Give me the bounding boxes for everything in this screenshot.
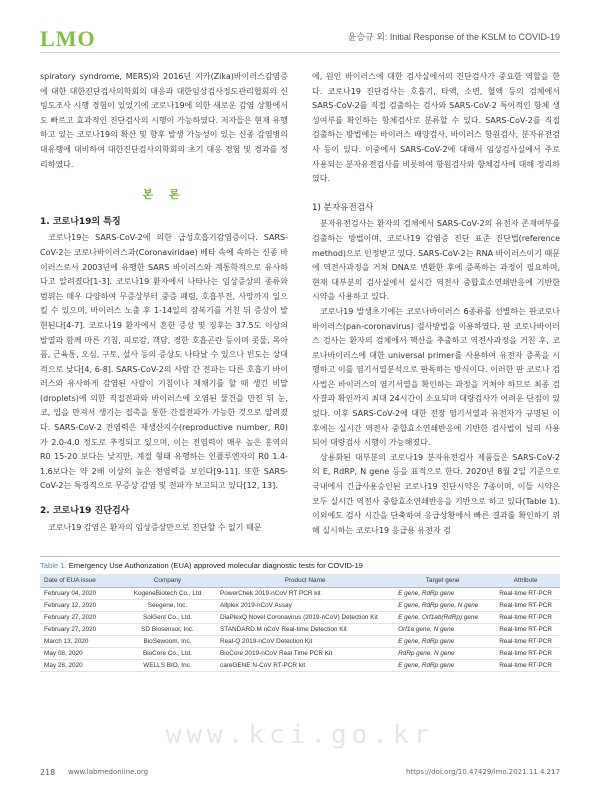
table-cell: careGENE N-CoV RT-PCR kit bbox=[216, 660, 394, 672]
column-header: Attribute bbox=[491, 574, 560, 588]
heading-molecular-testing: 1) 분자유전검사 bbox=[312, 202, 374, 213]
table-row bbox=[40, 624, 560, 636]
table-row bbox=[40, 660, 560, 672]
table-cell: Seegene, Inc. bbox=[119, 600, 216, 612]
paragraph-diagnostics-cont: 에, 원인 바이러스에 대한 검사실에서의 진단검사가 중요한 역할을 한다. 코로나19 진단검사는 호흡기, 타액, 소변, 혈액 등의 검체에서 SARS-CoV-2를 직접 검출하는 검사와 SARS-CoV-2 특이적인 항체 생성여부를 확인하는 항체검사로 분류할 수 있다. SARS-CoV-2를 직접 검출하는 방법에는 바이러스 배양검사, 바이러스 항원검사, 분자유전검사 등이 있다. 이중에서 SARS-CoV-2에 대해서 임상검사실에서 주로 사용되는 분자유전검사를 비롯하여 항원검사와 항체검사에 대해 정리하였다. bbox=[312, 72, 560, 184]
table-top-rule bbox=[40, 556, 560, 557]
table-cell: February 27, 2020 bbox=[40, 612, 119, 624]
paragraph-molecular-3: 상용화된 대부분의 코로나19 분자유전검사 제품들은 SARS-CoV-2의 E, RdRP, N gene 등을 표적으로 한다. 2020년 8월 2일 기준으로 국내에서 긴급사용승인된 코로나19 진단시약은 7종이며, 이들 시약은 모두 실시간 역전사 중합효소연쇄반응을 기반으로 하고 있다(Table 1). 이외에도 검사 시간을 단축하여 응급상황에서 빠른 결과를 확인하기 위해 실시하는 코로나19 응급용 유전자 검 bbox=[312, 452, 560, 535]
footer-doi[interactable]: https://doi.org/10.47429/lmo.2021.11.4.217 bbox=[406, 768, 560, 776]
column-header: Target gene bbox=[394, 574, 491, 588]
table-cell: Orf1a gene, N gene bbox=[394, 624, 491, 636]
table-cell: BioCore Co., Ltd. bbox=[119, 648, 216, 660]
right-column bbox=[312, 70, 560, 538]
paragraph-molecular-1: 분자유전검사는 환자의 검체에서 SARS-CoV-2의 유전자 존재여부를 검출하는 방법이며, 코로나19 감염증 진단 표준 진단법(reference method)으로 인정받고 있다. SARS-CoV-2는 RNA 바이러스이기 때문에 역전사과정을 거쳐 DNA로 변환한 후에 증폭하는 과정이 필요하며, 현재 대부분의 검사실에서 실시간 역전사 중합효소연쇄반응에 기반한 시약을 사용하고 있다. bbox=[312, 219, 560, 302]
table-cell: E gene, RdRp gene, N gene bbox=[394, 600, 491, 612]
table-cell: February 12, 2020 bbox=[40, 600, 119, 612]
section-title: 본 론 bbox=[142, 188, 186, 202]
table-cell: Allplex 2019-nCoV Assay bbox=[216, 600, 394, 612]
table-cell: Real-time RT-PCR bbox=[491, 600, 560, 612]
table-cell: Real-time RT-PCR bbox=[491, 612, 560, 624]
table-row bbox=[40, 600, 560, 612]
table-label: Table 1. bbox=[40, 561, 67, 570]
table-row bbox=[40, 588, 560, 600]
table-cell: E gene, RdRp gene bbox=[394, 660, 491, 672]
table-cell: WELLS BIO, Inc. bbox=[119, 660, 216, 672]
table-cell: Real-time RT-PCR bbox=[491, 648, 560, 660]
column-header: Product Name bbox=[216, 574, 394, 588]
journal-logo: LMO bbox=[40, 26, 96, 51]
table-header-row bbox=[40, 574, 560, 588]
table-cell: E gene, Orf1ab(RdRp) gene bbox=[394, 612, 491, 624]
table-cell: Real-time RT-PCR bbox=[491, 588, 560, 600]
table-row bbox=[40, 648, 560, 660]
table-cell: February 27, 2020 bbox=[40, 624, 119, 636]
heading-covid-features: 1. 코로나19의 특징 bbox=[40, 216, 121, 227]
table-caption-text: Emergency Use Authorization (EUA) approved molecular diagnostic tests for COVID-19 bbox=[68, 561, 363, 570]
paragraph-molecular-2: 코로나19 발생초기에는 코로나바이러스 6종류를 선별하는 판코로나바이러스(pan-coronavirus) 검사방법을 이용하였다. 판 코로나바이러스 검사는 환자의 검체에서 핵산을 추출하고 역전사과정을 거친 후, 코로나바이러스에 대한 universal primer를 사용하여 유전자 증폭을 시행하고 이를 염기서열분석으로 판독하는 방식이다. 이러한 판 코로나 검사법은 바이러스의 염기서열을 확인하는 과정을 거쳐야 하므로 최종 검사결과 확인까지 최대 24시간이 소요되며 대량검사가 어려운 단점이 있었다. 이후 SARS-CoV-2에 대한 전장 염기서열과 유전자가 규명된 이후에는 실시간 역전사 중합효소연쇄반응에 기반한 검사법이 널리 사용되어 대량검사 시행이 가능해졌다. bbox=[312, 306, 560, 448]
left-column bbox=[40, 70, 288, 535]
table-cell: May 08, 2020 bbox=[40, 648, 119, 660]
heading-covid-diagnostics: 2. 코로나19 진단검사 bbox=[40, 506, 130, 517]
table-cell: SD Biosensor, Inc. bbox=[119, 624, 216, 636]
header-divider bbox=[40, 52, 560, 53]
column-header: Company bbox=[119, 574, 216, 588]
table-cell: STANDARD M nCoV Real-time Detection Kit bbox=[216, 624, 394, 636]
table-cell: February 04, 2020 bbox=[40, 588, 119, 600]
intro-paragraph: spiratory syndrome, MERS)와 2016년 지카(Zika)바이러스감염증에 대한 대한진단검사의학회의 대응과 대한임상검사정도관리협회의 신빙도조사 시행 경험이 있었기에 코로나19에 의한 새로운 감염 상황에서도 빠르고 효과적인 진단검사의 시행이 가능하였다. 저자들은 현재 유행하고 있는 코로나19의 확산 및 향후 발생 가능성이 있는 신종 감염병의 대유행에 대비하여 대한진단검사의학회의 초기 대응 경험 및 경과를 정리하였다. bbox=[40, 72, 288, 169]
table-caption bbox=[40, 561, 560, 570]
table-cell: BioCore 2019-nCoV Real Time PCR Kit bbox=[216, 648, 394, 660]
table-cell: Real-time RT-PCR bbox=[491, 624, 560, 636]
column-header: Date of EUA issue bbox=[40, 574, 119, 588]
paragraph-covid-diagnostics: 코로나19 감염은 환자의 임상증상만으로 진단할 수 없기 때문 bbox=[48, 522, 262, 532]
table-1 bbox=[40, 556, 560, 672]
table-cell: E gene, RdRp gene bbox=[394, 588, 491, 600]
table-row bbox=[40, 636, 560, 648]
table-cell: KogeneBiotech Co., Ltd bbox=[119, 588, 216, 600]
paragraph-covid-features: 코로나19는 SARS-CoV-2에 의한 급성호흡기감염증이다. SARS-CoV-2는 코로나바이러스과(Coronaviridae) 베타 속에 속하는 신종 바이러스로서 2003년에 유행한 SARS 바이러스와 계통학적으로 유사하다고 알려졌다[1-3]. 코로나19 환자에서 나타나는 임상증상의 종류와 범위는 매우 다양하여 무증상부터 중증 폐렴, 호흡부전, 사망까지 일으킬 수 있으며, 바이러스 노출 후 1-14일의 잠복기를 거친 뒤 증상이 발현된다[4-7]. 코로나19 환자에서 흔한 증상 및 징후는 37.5도 이상의 발열과 함께 마른 기침, 피로감, 객담, 경한 호흡곤란 등이며 콧물, 목아픔, 근육통, 오심, 구토, 설사 등의 증상도 나타날 수 있으나 빈도는 상대적으로 낮다[4, 6-8]. SARS-CoV-2의 사람 간 전파는 다른 호흡기 바이러스와 유사하게 감염된 사람이 기침이나 재채기를 할 때 생긴 비말(droplets)에 의한 직접전파와 바이러스에 오염된 물건을 만진 뒤 눈, 코, 입을 만져서 생기는 접촉을 통한 간접전파가 가능한 것으로 알려졌다. SARS-CoV-2 전염력은 재생산지수(reproductive number, R0)가 2.0-4.0 정도로 추정되고 있으며, 이는 전염력이 매우 높은 홍역의 R0 15-20 보다는 낮지만, 계절 형태 유행하는 인플루엔자의 R0 1.4-1.6보다는 약 2배 이상의 높은 전염력을 보인다[9-11]. 또한 SARS-CoV-2는 특징적으로 무증상 감염 및 전파가 보고되고 있다[12, 13]. bbox=[40, 233, 288, 491]
page-number: 218 bbox=[40, 768, 56, 777]
running-title: 윤승규 외: Initial Response of the KSLM to COVID-19 bbox=[347, 32, 560, 42]
footer-url[interactable]: www.labmedonline.org bbox=[68, 768, 149, 776]
table-cell: March 13, 2020 bbox=[40, 636, 119, 648]
eua-table bbox=[40, 574, 560, 672]
table-cell: E gene, RdRp gene bbox=[394, 636, 491, 648]
watermark: www.kci.go.kr bbox=[165, 720, 435, 750]
table-cell: SolGent Co., Ltd. bbox=[119, 612, 216, 624]
table-cell: May 28, 2020 bbox=[40, 660, 119, 672]
table-cell: Real-time RT-PCR bbox=[491, 636, 560, 648]
table-cell: Real-time RT-PCR bbox=[491, 660, 560, 672]
table-cell: PowerChek 2019-nCoV RT PCR kit bbox=[216, 588, 394, 600]
table-row bbox=[40, 612, 560, 624]
table-cell: RdRp gene, N gene bbox=[394, 648, 491, 660]
table-cell: BioSewoom, Inc. bbox=[119, 636, 216, 648]
table-cell: Real-Q 2019-nCoV Detection Kit bbox=[216, 636, 394, 648]
table-cell: DiaPlexQ Novel Coronavirus (2019-nCoV) Detection Kit bbox=[216, 612, 394, 624]
